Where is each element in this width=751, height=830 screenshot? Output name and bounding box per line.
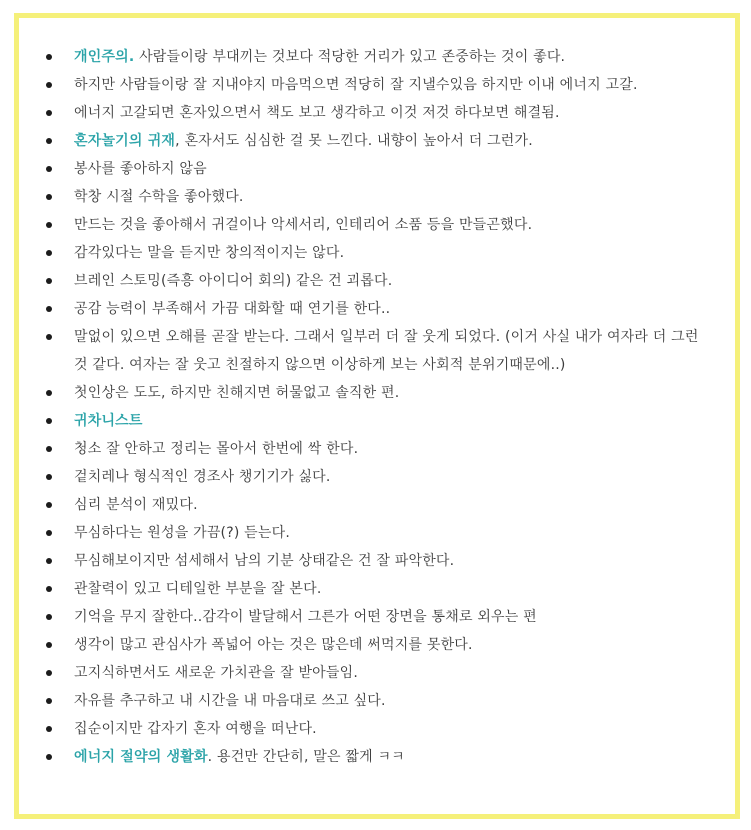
bullet-icon bbox=[46, 54, 52, 60]
list-item bbox=[44, 575, 715, 603]
highlight-text: 개인주의. bbox=[74, 49, 135, 65]
bullet-icon bbox=[46, 446, 52, 452]
bullet-icon bbox=[46, 698, 52, 704]
list-item bbox=[44, 603, 715, 631]
item-text: 고지식하면서도 새로운 가치관을 잘 받아들임. bbox=[74, 665, 359, 681]
item-text: 겉치레나 형식적인 경조사 챙기기가 싫다. bbox=[74, 469, 331, 485]
bullet-icon bbox=[46, 502, 52, 508]
item-text: 첫인상은 도도, 하지만 친해지면 허물없고 솔직한 편. bbox=[74, 385, 400, 401]
highlight-text: 에너지 절약의 생활화 bbox=[74, 749, 208, 765]
item-text: 브레인 스토밍(즉흥 아이디어 회의) 같은 건 괴롭다. bbox=[74, 273, 393, 289]
list-item bbox=[44, 295, 715, 323]
trait-list bbox=[44, 43, 715, 771]
bullet-icon bbox=[46, 194, 52, 200]
bullet-icon bbox=[46, 166, 52, 172]
bullet-icon bbox=[46, 306, 52, 312]
item-text: 무심하다는 원성을 가끔(?) 듣는다. bbox=[74, 525, 290, 541]
item-text: 감각있다는 말을 듣지만 창의적이지는 않다. bbox=[74, 245, 345, 261]
item-text: 무심해보이지만 섬세해서 남의 기분 상태같은 건 잘 파악한다. bbox=[74, 553, 455, 569]
bullet-icon bbox=[46, 278, 52, 284]
bullet-icon bbox=[46, 110, 52, 116]
list-item bbox=[44, 435, 715, 463]
highlight-text: 혼자놀기의 귀재 bbox=[74, 133, 176, 149]
list-item bbox=[44, 267, 715, 295]
item-text: . 용건만 간단히, 말은 짧게 ㅋㅋ bbox=[207, 749, 405, 765]
item-text: 청소 잘 안하고 정리는 몰아서 한번에 싹 한다. bbox=[74, 441, 359, 457]
bullet-icon bbox=[46, 726, 52, 732]
bullet-icon bbox=[46, 558, 52, 564]
bullet-icon bbox=[46, 614, 52, 620]
bullet-icon bbox=[46, 474, 52, 480]
bullet-icon bbox=[46, 390, 52, 396]
bullet-icon bbox=[46, 418, 52, 424]
item-text: 하지만 사람들이랑 잘 지내야지 마음먹으면 적당히 잘 지낼수있음 하지만 이내 에너지 고갈. bbox=[74, 77, 638, 93]
bullet-icon bbox=[46, 642, 52, 648]
list-item bbox=[44, 99, 715, 127]
list-item bbox=[44, 715, 715, 743]
list-item bbox=[44, 463, 715, 491]
list-item bbox=[44, 323, 715, 379]
item-text: , 혼자서도 심심한 걸 못 느낀다. 내향이 높아서 더 그런가. bbox=[175, 133, 533, 149]
item-text: 봉사를 좋아하지 않음 bbox=[74, 161, 207, 177]
item-text: 기억을 무지 잘한다..감각이 발달해서 그른가 어떤 장면을 통채로 외우는 편 bbox=[74, 609, 537, 625]
list-item bbox=[44, 43, 715, 71]
bullet-icon bbox=[46, 138, 52, 144]
bullet-icon bbox=[46, 670, 52, 676]
item-text: 공감 능력이 부족해서 가끔 대화할 때 연기를 한다.. bbox=[74, 301, 391, 317]
item-text: 학창 시절 수학을 좋아했다. bbox=[74, 189, 244, 205]
list-item bbox=[44, 687, 715, 715]
bullet-icon bbox=[46, 334, 52, 340]
content-frame bbox=[14, 13, 740, 819]
item-text: 집순이지만 갑자기 혼자 여행을 떠난다. bbox=[74, 721, 317, 737]
list-item bbox=[44, 743, 715, 771]
list-item bbox=[44, 127, 715, 155]
list-item bbox=[44, 547, 715, 575]
item-text: 에너지 고갈되면 혼자있으면서 책도 보고 생각하고 이것 저것 하다보면 해결됨. bbox=[74, 105, 560, 121]
item-text: 사람들이랑 부대끼는 것보다 적당한 거리가 있고 존중하는 것이 좋다. bbox=[134, 49, 566, 65]
bullet-icon bbox=[46, 586, 52, 592]
item-text: 말없이 있으면 오해를 곧잘 받는다. 그래서 일부러 더 잘 웃게 되었다. (이거 사실 내가 여자라 더 그런 것 같다. 여자는 잘 웃고 친절하지 않으면 이상하게 보는 사회적 분위기때문에..) bbox=[74, 329, 699, 373]
bullet-icon bbox=[46, 82, 52, 88]
list-item bbox=[44, 183, 715, 211]
item-text: 심리 분석이 재밌다. bbox=[74, 497, 198, 513]
list-item bbox=[44, 491, 715, 519]
list-item bbox=[44, 407, 715, 435]
list-item bbox=[44, 379, 715, 407]
list-item bbox=[44, 519, 715, 547]
list-item bbox=[44, 659, 715, 687]
bullet-icon bbox=[46, 222, 52, 228]
list-item bbox=[44, 239, 715, 267]
item-text: 관찰력이 있고 디테일한 부분을 잘 본다. bbox=[74, 581, 322, 597]
list-item bbox=[44, 71, 715, 99]
bullet-icon bbox=[46, 530, 52, 536]
highlight-text: 귀차니스트 bbox=[74, 413, 143, 429]
item-text: 자유를 추구하고 내 시간을 내 마음대로 쓰고 싶다. bbox=[74, 693, 386, 709]
bullet-icon bbox=[46, 250, 52, 256]
item-text: 만드는 것을 좋아해서 귀걸이나 악세서리, 인테리어 소품 등을 만들곤했다. bbox=[74, 217, 533, 233]
item-text: 생각이 많고 관심사가 폭넓어 아는 것은 많은데 써먹지를 못한다. bbox=[74, 637, 473, 653]
list-item bbox=[44, 631, 715, 659]
list-item bbox=[44, 155, 715, 183]
list-item bbox=[44, 211, 715, 239]
bullet-icon bbox=[46, 754, 52, 760]
